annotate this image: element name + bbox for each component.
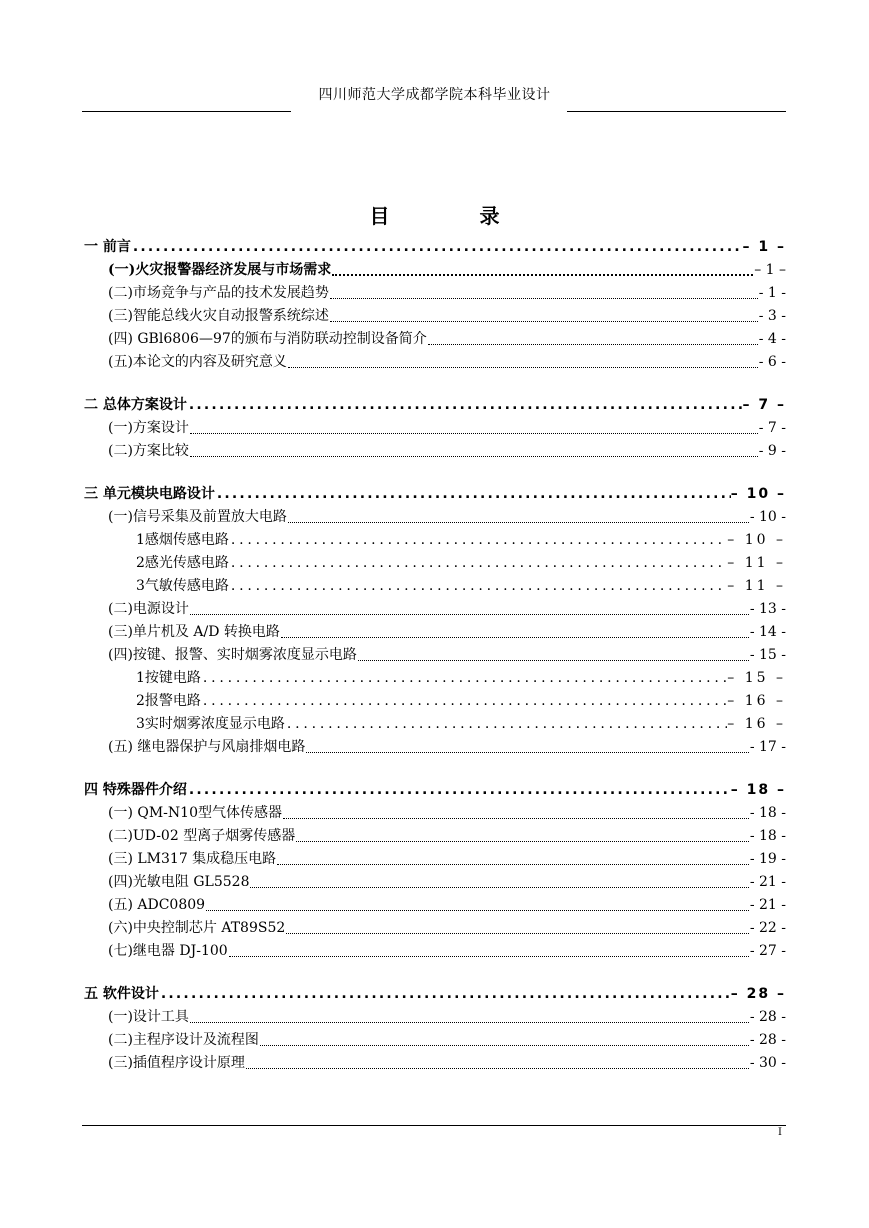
toc-entry-page: - 14 -: [749, 624, 786, 640]
toc-title-right: 录: [479, 204, 500, 228]
toc-entry-title: (一) QM-N10型气体传感器: [108, 805, 282, 821]
toc-entry-title: 3气敏传感电路: [136, 578, 229, 594]
toc-dot-leader: [189, 440, 759, 463]
toc-entry-title: (一)方案设计: [108, 420, 189, 436]
toc-entry[interactable]: [84, 621, 786, 644]
toc-entry-page: – 11 –: [727, 555, 786, 571]
toc-dot-leader: [215, 483, 731, 506]
toc-entry[interactable]: [84, 1052, 786, 1075]
toc-dot-leader: [201, 667, 727, 690]
toc-entry-page: - 13 -: [749, 601, 786, 617]
toc-dot-leader: [285, 917, 750, 940]
toc-entry[interactable]: [84, 1006, 786, 1029]
toc-dot-leader: [427, 328, 759, 351]
toc-dot-leader: [280, 621, 750, 644]
toc-dot-leader: [329, 305, 759, 328]
toc-dot-leader: [187, 779, 731, 802]
toc-dot-leader: [329, 282, 759, 305]
toc-entry-page: - 4 -: [758, 331, 786, 347]
toc-entry-page: – 7 –: [742, 397, 786, 413]
toc-entry-page: - 28 -: [749, 1009, 786, 1025]
toc-entry-page: - 28 -: [749, 1032, 786, 1048]
toc-entry-page: - 21 -: [749, 897, 786, 913]
toc-dot-leader: [282, 802, 750, 825]
toc-entry-title: 3实时烟雾浓度显示电路: [136, 716, 285, 732]
toc-entry[interactable]: [84, 417, 786, 440]
toc-entry[interactable]: [84, 552, 786, 575]
toc-entry[interactable]: [84, 282, 786, 305]
toc-entry-title: (三)单片机及 A/D 转换电路: [108, 624, 280, 640]
toc-dot-leader: [229, 575, 727, 598]
toc-dot-leader: [229, 529, 727, 552]
toc-title-left: 目: [369, 204, 390, 228]
toc-entry[interactable]: [84, 598, 786, 621]
toc-entry-page: – 1 –: [742, 239, 786, 255]
toc-section-gap: [84, 963, 786, 983]
toc-dot-leader: [245, 1052, 750, 1075]
toc-entry-page: - 27 -: [749, 943, 786, 959]
toc-entry[interactable]: [84, 713, 786, 736]
toc-entry[interactable]: [84, 825, 786, 848]
page-number: I: [778, 1127, 782, 1138]
toc-entry-title: 2报警电路: [136, 693, 201, 709]
toc-entry-page: – 10 –: [727, 532, 786, 548]
toc-entry-page: – 16 –: [727, 693, 786, 709]
toc-dot-leader: [205, 894, 750, 917]
toc-entry-title: (三)智能总线火灾自动报警系统综述: [108, 308, 329, 324]
toc-entry[interactable]: [84, 983, 786, 1006]
toc-section-gap: [84, 374, 786, 394]
toc-entry-page: - 18 -: [749, 828, 786, 844]
toc-entry-page: - 19 -: [749, 851, 786, 867]
toc-entry-title: 1感烟传感电路: [136, 532, 229, 548]
toc-entry-title: (六)中央控制芯片 AT89S52: [108, 920, 286, 936]
toc-entry-title: 三 单元模块电路设计: [84, 486, 215, 502]
toc-entry[interactable]: [84, 259, 786, 282]
toc-entry[interactable]: [84, 440, 786, 463]
toc-entry-title: 1按键电路: [136, 670, 201, 686]
toc-entry[interactable]: [84, 328, 786, 351]
toc-entry-page: – 1 –: [754, 262, 786, 278]
toc-entry[interactable]: [84, 506, 786, 529]
toc-entry-page: – 15 –: [727, 670, 786, 686]
toc-entry[interactable]: [84, 690, 786, 713]
toc-entry-title: (五)本论文的内容及研究意义: [108, 354, 287, 370]
toc-entry-page: - 21 -: [749, 874, 786, 890]
toc-dot-leader: [229, 552, 727, 575]
toc-entry-page: - 9 -: [758, 443, 786, 459]
toc-entry[interactable]: [84, 575, 786, 598]
toc-entry-title: (二)主程序设计及流程图: [108, 1032, 259, 1048]
toc-entry-title: (七)继电器 DJ-100: [108, 943, 228, 959]
toc-dot-leader: [159, 983, 731, 1006]
toc-dot-leader: [189, 1006, 750, 1029]
toc-entry-title: (二)市场竞争与产品的技术发展趋势: [108, 285, 329, 301]
toc-title: [0, 200, 869, 229]
toc-section-gap: [84, 759, 786, 779]
toc-entry-title: (二)UD-02 型离子烟雾传感器: [108, 828, 296, 844]
toc-entry[interactable]: [84, 736, 786, 759]
toc-dot-leader: [249, 871, 749, 894]
toc-entry[interactable]: [84, 1029, 786, 1052]
toc-dot-leader: [295, 825, 750, 848]
toc-entry-title: (一)火灾报警器经济发展与市场需求: [108, 262, 332, 278]
toc-entry[interactable]: [84, 483, 786, 506]
toc-dot-leader: [189, 598, 750, 621]
toc-dot-leader: [287, 506, 750, 529]
toc-entry-page: - 6 -: [758, 354, 786, 370]
toc-entry-title: (四) GBl6806—97的颁布与消防联动控制设备简介: [108, 331, 427, 347]
toc-entry-title: 五 软件设计: [84, 986, 159, 1002]
toc-entry-title: (三)插值程序设计原理: [108, 1055, 245, 1071]
toc-entry-page: – 10 –: [730, 486, 786, 502]
toc-entry-page: – 11 –: [727, 578, 786, 594]
toc-entry[interactable]: [84, 848, 786, 871]
toc-dot-leader: [187, 394, 743, 417]
header-rule-right: [567, 111, 786, 112]
toc-dot-leader: [305, 736, 749, 759]
toc-entry-title: 2感光传感电路: [136, 555, 229, 571]
toc-entry-page: – 28 –: [730, 986, 786, 1002]
toc-entry[interactable]: [84, 236, 786, 259]
toc-entry[interactable]: [84, 644, 786, 667]
toc-entry-title: (四)按键、报警、实时烟雾浓度显示电路: [108, 647, 357, 663]
toc-entry[interactable]: [84, 305, 786, 328]
toc-entry-title: (二)电源设计: [108, 601, 189, 617]
page-header: 四川师范大学成都学院本科毕业设计: [318, 87, 551, 103]
toc-entry-title: (五) 继电器保护与风扇排烟电路: [108, 739, 306, 755]
footer-rule: [82, 1125, 786, 1126]
toc-dot-leader: [259, 1029, 750, 1052]
toc-entry-page: - 1 -: [758, 285, 786, 301]
toc-entry[interactable]: [84, 871, 786, 894]
toc-dot-leader: [357, 644, 750, 667]
toc-dot-leader: [228, 940, 750, 963]
toc-entry-title: 二 总体方案设计: [84, 397, 187, 413]
toc-entry-page: – 18 –: [730, 782, 786, 798]
toc-entry-page: - 18 -: [749, 805, 786, 821]
toc-entry[interactable]: [84, 667, 786, 690]
toc-dot-leader: [201, 690, 727, 713]
toc-entry-title: (四)光敏电阻 GL5528: [108, 874, 250, 890]
toc-entry-page: - 17 -: [749, 739, 786, 755]
header-rule-left: [82, 111, 291, 112]
toc-entry[interactable]: [84, 779, 786, 802]
toc-dot-leader: [131, 236, 743, 259]
toc-entry-page: - 3 -: [758, 308, 786, 324]
toc-dot-leader: [331, 259, 754, 282]
toc-entry[interactable]: [84, 940, 786, 963]
toc-entry-title: 一 前言: [84, 239, 131, 255]
toc-entry[interactable]: [84, 894, 786, 917]
toc-section-gap: [84, 463, 786, 483]
toc-entry-title: (三) LM317 集成稳压电路: [108, 851, 277, 867]
toc-entry-title: (二)方案比较: [108, 443, 189, 459]
toc-entry-page: - 15 -: [749, 647, 786, 663]
toc-entry-title: (五) ADC0809: [108, 897, 206, 913]
toc-dot-leader: [287, 351, 759, 374]
toc-entry[interactable]: [84, 394, 786, 417]
toc-entry-page: - 10 -: [749, 509, 786, 525]
toc-entry[interactable]: [84, 802, 786, 825]
toc-entry-page: - 22 -: [749, 920, 786, 936]
toc-entry-page: - 30 -: [749, 1055, 786, 1071]
toc-dot-leader: [189, 417, 759, 440]
toc-dot-leader: [285, 713, 727, 736]
toc-entry-title: (一)信号采集及前置放大电路: [108, 509, 287, 525]
toc-entry-page: – 16 –: [727, 716, 786, 732]
toc-entry-title: 四 特殊器件介绍: [84, 782, 187, 798]
toc-entry-title: (一)设计工具: [108, 1009, 189, 1025]
toc-entry[interactable]: [84, 529, 786, 552]
table-of-contents: [84, 236, 786, 1075]
toc-entry[interactable]: [84, 917, 786, 940]
toc-dot-leader: [276, 848, 750, 871]
toc-entry[interactable]: [84, 351, 786, 374]
toc-entry-page: - 7 -: [758, 420, 786, 436]
